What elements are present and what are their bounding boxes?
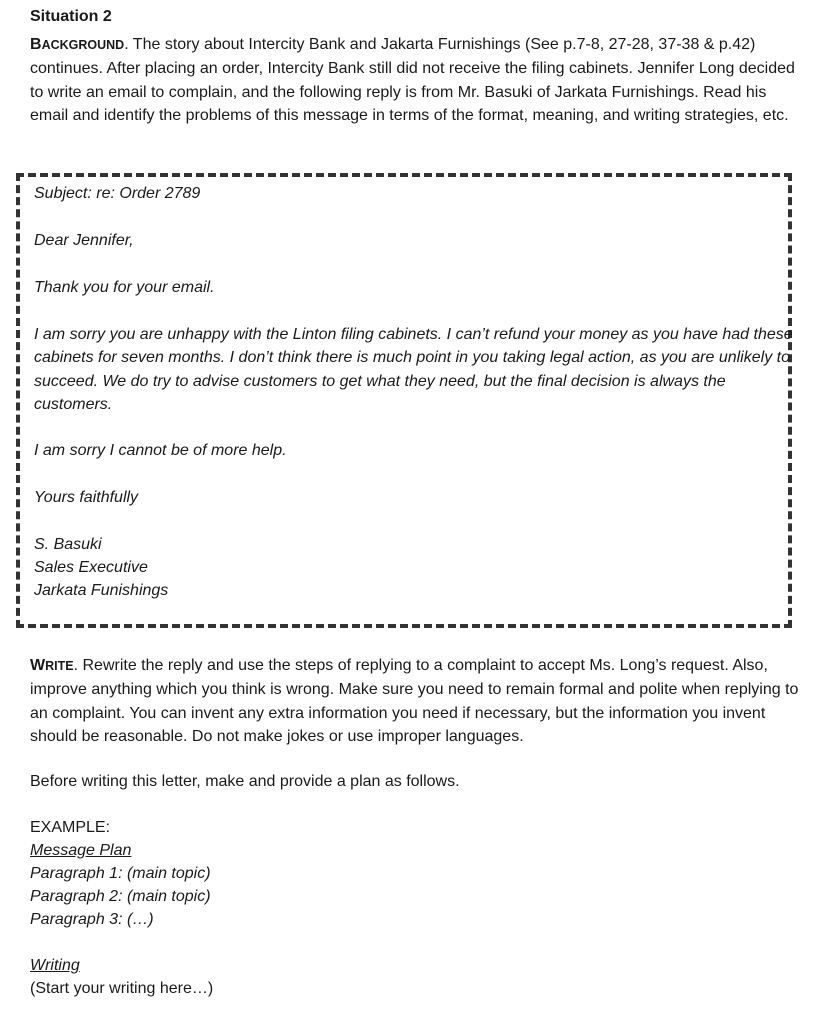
message-plan-heading: Message Plan bbox=[30, 842, 132, 859]
background-text: . The story about Intercity Bank and Jakarta Furnishings (See p.7-8, 27-28, 37-38 & p.42) continues. After placing an order, Intercity Bank still did not receive the filing cabinets. Jennifer Long decided to write an email to complain, and the following reply is from Mr. Basuki of Jarkata Furnishings. Read his email and identify the problems of this message in terms of the format, meaning, and writing strategies, etc. bbox=[30, 36, 795, 124]
background-label: BACKGROUND bbox=[30, 36, 125, 53]
example-label: EXAMPLE: bbox=[30, 819, 111, 836]
plan-paragraph-1: Paragraph 1: (main topic) bbox=[30, 865, 211, 882]
plan-paragraph-3: Paragraph 3: (…) bbox=[30, 911, 154, 928]
email-body: I am sorry you are unhappy with the Linton filing cabinets. I can’t refund your money as you have had these cabinets for seven months. I don’t think there is much point in you taking legal action, as you are unlikely to succeed. We do try to advise customers to get what they need, but the final decision is always the customers. bbox=[34, 326, 793, 413]
situation-title: Situation 2 bbox=[30, 8, 112, 25]
email-signature-title: Sales Executive bbox=[34, 559, 148, 576]
email-closing: Yours faithfully bbox=[34, 489, 139, 506]
write-paragraph bbox=[30, 654, 800, 748]
plan-intro: Before writing this letter, make and provide a plan as follows. bbox=[30, 773, 460, 790]
write-text: . Rewrite the reply and use the steps of replying to a complaint to accept Ms. Long’s request. Also, improve anything which you think is wrong. Make sure you need to remain formal and polite when replying to an complaint. You can invent any extra information you need if necessary, but the information you invent should be reasonable. Do not make jokes or use improper languages. bbox=[30, 657, 799, 745]
writing-heading: Writing bbox=[30, 957, 80, 974]
write-label: WRITE bbox=[30, 657, 74, 674]
email-thanks: Thank you for your email. bbox=[34, 279, 215, 296]
plan-paragraph-2: Paragraph 2: (main topic) bbox=[30, 888, 211, 905]
background-paragraph bbox=[30, 33, 800, 127]
email-sorry: I am sorry I cannot be of more help. bbox=[34, 442, 287, 459]
email-signature-name: S. Basuki bbox=[34, 536, 102, 553]
email-subject: Subject: re: Order 2789 bbox=[34, 185, 201, 202]
writing-start-prompt: (Start your writing here…) bbox=[30, 980, 214, 997]
email-signature-company: Jarkata Funishings bbox=[34, 582, 169, 599]
email-box bbox=[16, 173, 792, 628]
email-greeting: Dear Jennifer, bbox=[34, 232, 134, 249]
